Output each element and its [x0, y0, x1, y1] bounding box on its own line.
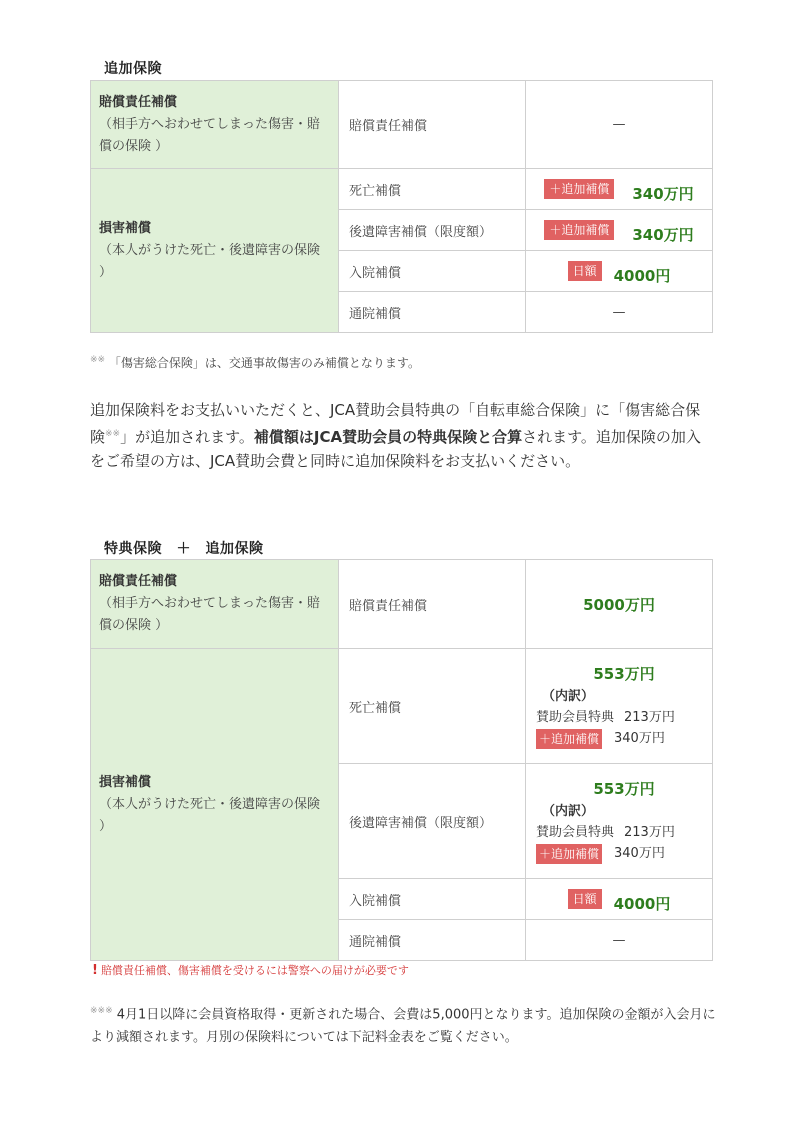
member-benefit-amount: 213万円 [624, 709, 675, 725]
daily-badge: 日額 [568, 261, 602, 281]
liability-category-cell [91, 81, 339, 169]
damage-category-title: 損害補償 [99, 220, 152, 236]
death-member-row [536, 707, 712, 728]
warning-text: 賠償責任補償、傷害補償を受けるには警察への届けが必要です [100, 964, 409, 977]
death-value [526, 169, 713, 210]
additional-insurance-table [90, 80, 713, 333]
liability-value [526, 560, 713, 649]
liability-category-desc: （相手方へおわせてしまった傷害・賠償の保険 ） [99, 596, 321, 633]
disability-total: 553万円 [593, 779, 655, 798]
paragraph-bold: 補償額はJCA賛助会員の特典保険と合算 [253, 428, 523, 446]
outpatient-value: — [526, 920, 713, 961]
explanation-paragraph [90, 398, 715, 473]
hospital-amount: 4000円 [613, 266, 671, 285]
add-coverage-amount: 340万円 [614, 845, 665, 861]
hospital-value [526, 251, 713, 292]
damage-category-desc: （本人がうけた死亡・後遺障害の保険 ） [99, 796, 321, 834]
section2-title: 特典保険 ＋ 追加保険 [104, 541, 264, 557]
membership-footnote [90, 1000, 720, 1049]
note-text: 「傷害総合保険」は、交通事故傷害のみ補償となります。 [108, 356, 420, 370]
add-coverage-badge: ＋追加補償 [544, 179, 614, 199]
daily-badge: 日額 [568, 889, 602, 909]
footnote-mark: ※※※ [90, 1006, 113, 1016]
death-amount: 340万円 [632, 184, 694, 203]
paragraph-part2: 」が追加されます。 [120, 428, 254, 446]
death-total: 553万円 [593, 664, 655, 683]
disability-member-row [536, 822, 712, 843]
liability-item: 賠償責任補償 [339, 560, 526, 649]
death-add-row [536, 728, 712, 749]
death-item: 死亡補償 [339, 169, 526, 210]
add-coverage-badge: ＋追加補償 [536, 844, 602, 864]
outpatient-value: — [526, 292, 713, 333]
death-item: 死亡補償 [339, 649, 526, 764]
liability-value: — [526, 81, 713, 169]
add-coverage-badge: ＋追加補償 [536, 729, 602, 749]
liability-category-cell [91, 560, 339, 649]
hospital-value [526, 879, 713, 920]
add-coverage-amount: 340万円 [614, 730, 665, 746]
add-coverage-badge: ＋追加補償 [544, 220, 614, 240]
disability-amount: 340万円 [632, 225, 694, 244]
member-benefit-label: 賛助会員特典 [536, 824, 615, 840]
footnote-text: 4月1日以降に会員資格取得・更新された場合、会費は5,000円となります。追加保険の金額が入会月により減額されます。月別の保険料については下記料金表をご覧ください。 [90, 1007, 716, 1046]
member-benefit-amount: 213万円 [624, 824, 675, 840]
disability-value [526, 764, 713, 879]
liability-item: 賠償責任補償 [339, 81, 526, 169]
paragraph-part3: されます。追加保険の加入をご希望の方は、JCA賛助会費と同時に追加保険料をお支払いください。 [90, 428, 701, 470]
hospital-amount: 4000円 [613, 894, 671, 913]
damage-category-desc: （本人がうけた死亡・後遺障害の保険 ） [99, 242, 321, 280]
hospital-item: 入院補償 [339, 251, 526, 292]
note-injury [90, 354, 420, 371]
paragraph-part1: 追加保険料をお支払いいただくと、JCA賛助会員特典の「自転車総合保険」に「傷害総合保険 [90, 401, 701, 446]
member-benefit-label: 賛助会員特典 [536, 709, 615, 725]
hospital-item: 入院補償 [339, 879, 526, 920]
disability-item: 後遺障害補償（限度額） [339, 210, 526, 251]
outpatient-item: 通院補償 [339, 292, 526, 333]
disability-breakdown-label: （内訳） [542, 803, 595, 819]
paragraph-mark: ※※ [105, 429, 121, 439]
disability-value [526, 210, 713, 251]
note-mark: ※※ [90, 355, 106, 365]
disability-item: 後遺障害補償（限度額） [339, 764, 526, 879]
section1-title: 追加保険 [104, 61, 162, 77]
liability-category-title: 賠償責任補償 [99, 94, 178, 110]
damage-category-cell [91, 169, 339, 333]
police-report-warning [92, 962, 409, 978]
liability-category-title: 賠償責任補償 [99, 574, 178, 589]
damage-category-title: 損害補償 [99, 774, 152, 790]
liability-amount: 5000万円 [583, 595, 655, 614]
liability-category-desc: （相手方へおわせてしまった傷害・賠償の保険 ） [99, 116, 321, 154]
combined-insurance-table [90, 559, 713, 961]
disability-add-row [536, 843, 712, 864]
death-value [526, 649, 713, 764]
warning-icon: ! [92, 963, 98, 978]
outpatient-item: 通院補償 [339, 920, 526, 961]
damage-category-cell [91, 649, 339, 961]
death-breakdown-label: （内訳） [542, 688, 595, 704]
